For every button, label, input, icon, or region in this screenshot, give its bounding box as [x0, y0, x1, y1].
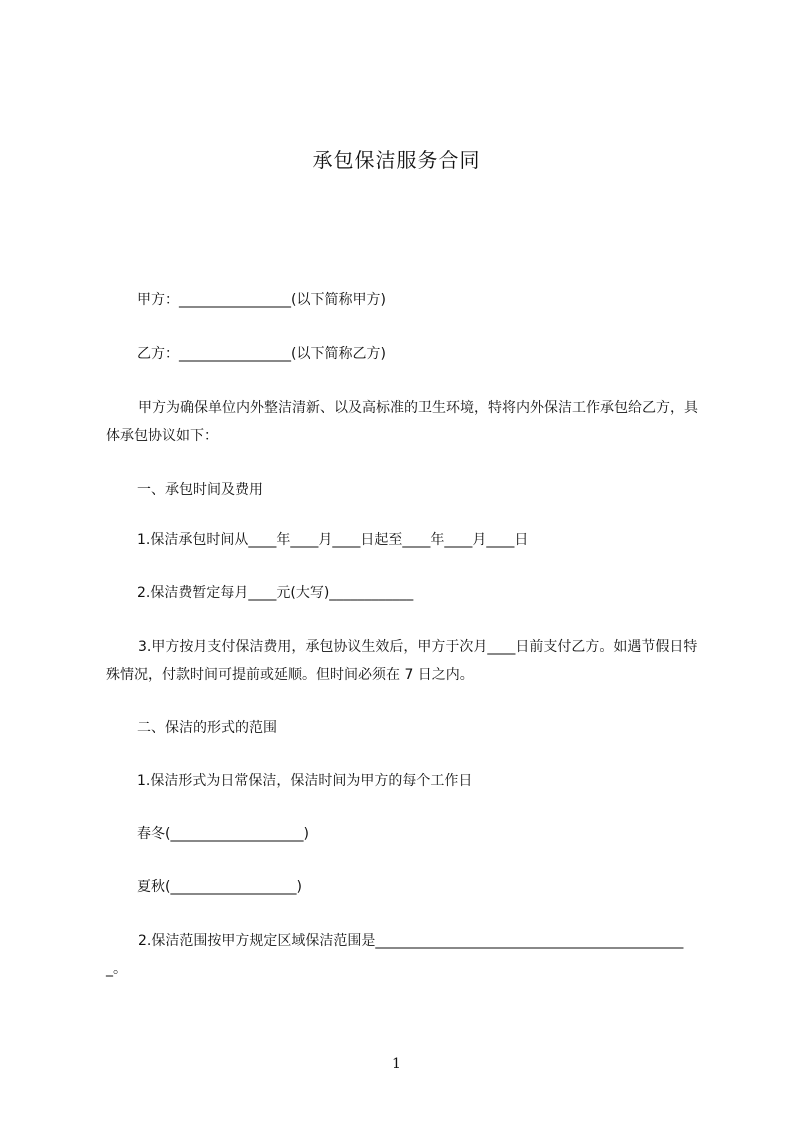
party-b-line: 乙方：________________(以下简称乙方): [137, 346, 386, 362]
section1-item1: 1.保洁承包时间从____年____月____日起至____年____月____日: [137, 532, 529, 548]
section2-heading: 二、保洁的形式的范围: [137, 720, 277, 736]
section1-item2: 2.保洁费暂定每月____元(大写)____________: [137, 585, 414, 601]
section2-item2: 2.保洁范围按甲方规定区域保洁范围是_____________________________________________。: [106, 933, 684, 977]
section1-heading: 一、承包时间及费用: [137, 482, 263, 498]
document-title: 承包保洁服务合同: [312, 148, 481, 172]
spring-winter-line: 春冬(___________________): [137, 826, 309, 842]
party-a-line: 甲方：________________(以下简称甲方): [137, 292, 386, 308]
page-number: 1: [392, 1056, 401, 1072]
summer-autumn-line: 夏秋(__________________): [137, 879, 302, 895]
section1-item3: 3.甲方按月支付保洁费用，承包协议生效后，甲方于次月____日前支付乙方。如遇节假日特殊情况，付款时间可提前或延顺。但时间必须在 7 日之内。: [106, 639, 698, 683]
intro-paragraph: 甲方为确保单位内外整洁清新、以及高标准的卫生环境，特将内外保洁工作承包给乙方，具体承包协议如下：: [106, 400, 698, 444]
section2-item1: 1.保洁形式为日常保洁，保洁时间为甲方的每个工作日: [137, 773, 473, 789]
